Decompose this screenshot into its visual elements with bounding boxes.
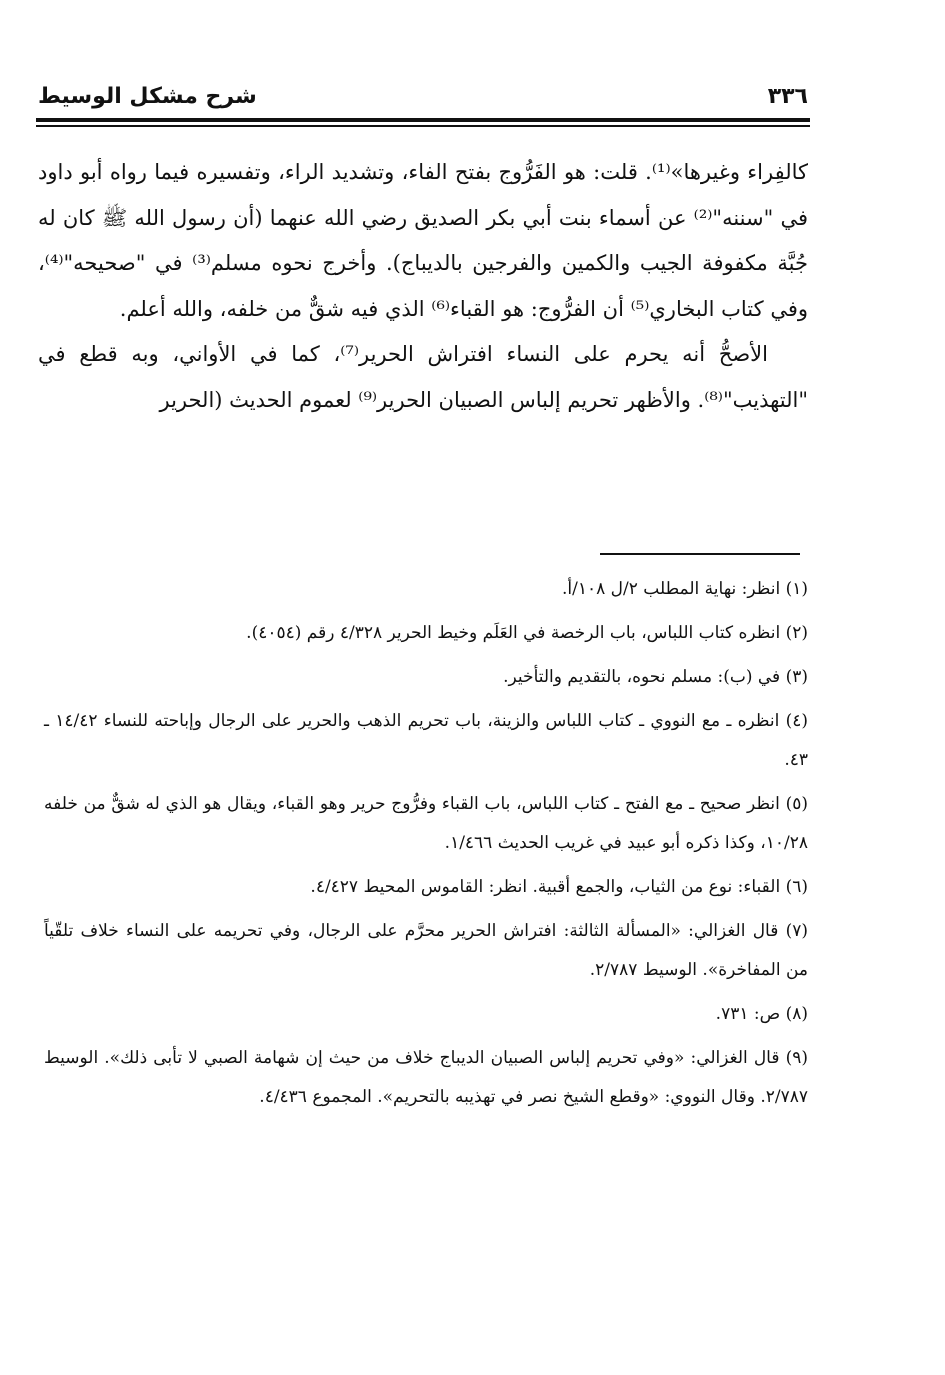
footnote-1: (١) انظر: نهاية المطلب ٢/ل ١٠٨/أ. — [561, 579, 808, 599]
footnote-5: (٥) انظر صحيح ـ مع الفتح ـ كتاب اللباس، باب القباء وفرُّوج حرير وهو القباء، ويقال هو الذي له شقٌّ من خلفه ١٠/٢٨، وكذا ذكره أبو عبيد في غريب الحديث ١/٤٦٦. — [44, 794, 808, 853]
running-title: شرح مشكل الوسيط — [38, 84, 257, 109]
header-rule-thick — [36, 118, 810, 122]
main-text — [38, 150, 808, 423]
paragraph-2: الأصحُّ أنه يحرم على النساء افتراش الحرير⁽⁷⁾، كما في الأواني، وبه قطع في "التهذيب"⁽⁸⁾. والأظهر تحريم إلباس الصبيان الحرير⁽⁹⁾ لعموم الحديث (الحرير — [38, 342, 808, 412]
paragraph-1: كالفِراء وغيرها»⁽¹⁾. قلت: هو الفَرُّوج بفتح الفاء، وتشديد الراء، وتفسيره فيما رواه أبو داود في "سننه"⁽²⁾ عن أسماء بنت أبي بكر الصديق رضي الله عنهما (أن رسول الله ﷺ كان له جُبَّة مكفوفة الجيب والكمين والفرجين بالديباج). وأخرج نحوه مسلم⁽³⁾ في "صحيحه"⁽⁴⁾، وفي كتاب البخاري⁽⁵⁾ أن الفرُّوج: هو القباء⁽⁶⁾ الذي فيه شقٌّ من خلفه، والله أعلم. — [38, 160, 808, 321]
footnote-3: (٣) في (ب): مسلم نحوه، بالتقديم والتأخير. — [503, 667, 808, 687]
page-number: ٣٣٦ — [767, 84, 808, 109]
footnote-8: (٨) ص: ٧٣١. — [715, 1004, 808, 1024]
footnote-2: (٢) انظره كتاب اللباس، باب الرخصة في العَلَم وخيط الحرير ٤/٣٢٨ رقم (٤٠٥٤). — [246, 623, 808, 643]
footnote-6: (٦) القباء: نوع من الثياب، والجمع أقبية. انظر: القاموس المحيط ٤/٤٢٧. — [310, 877, 808, 897]
footnote-9: (٩) قال الغزالي: «وفي تحريم إلباس الصبيان الديباج خلاف من حيث إن شهامة الصبي لا تأبى ذلك». الوسيط ٢/٧٨٧. وقال النووي: «وقطع الشيخ نصر في تهذيبه بالتحريم». المجموع ٤/٤٣٦. — [44, 1048, 808, 1107]
footnote-separator — [600, 553, 800, 555]
page-header — [38, 84, 808, 120]
footnotes — [44, 570, 808, 1122]
footnote-4: (٤) انظره ـ مع النووي ـ كتاب اللباس والزينة، باب تحريم الذهب والحرير على الرجال وإباحته للنساء ١٤/٤٢ ـ ٤٣. — [44, 711, 808, 770]
footnote-7: (٧) قال الغزالي: «المسألة الثالثة: افتراش الحرير محرَّم على الرجال، وفي تحريمه على النساء خلاف تلقّياً من المفاخرة». الوسيط ٢/٧٨٧. — [44, 921, 808, 980]
header-rule-thin — [36, 125, 810, 127]
